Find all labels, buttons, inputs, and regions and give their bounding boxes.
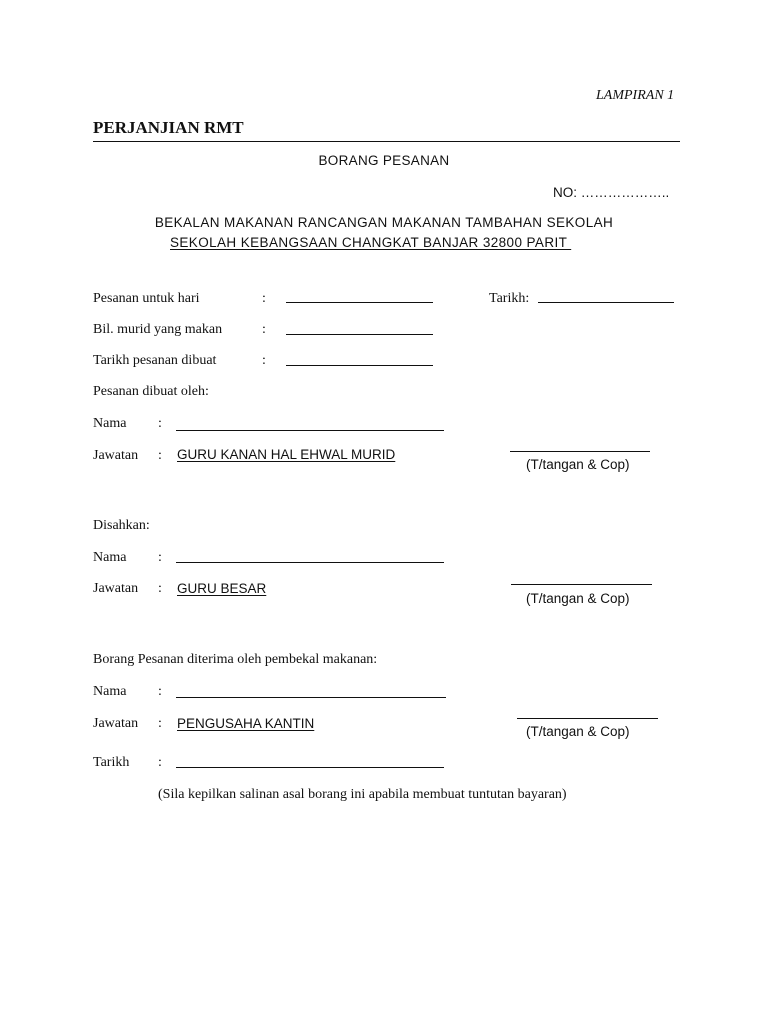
- approved-nama-label: Nama: [93, 550, 127, 565]
- approved-signature-caption: (T/tangan & Cop): [526, 591, 630, 606]
- approved-nama-field[interactable]: [176, 562, 444, 563]
- approved-nama-colon: :: [158, 550, 162, 565]
- date-made-colon: :: [262, 353, 266, 368]
- order-day-label: Pesanan untuk hari: [93, 291, 200, 306]
- received-nama-field[interactable]: [176, 697, 446, 698]
- received-jawatan-colon: :: [158, 716, 162, 731]
- heading-line-1: BEKALAN MAKANAN RANCANGAN MAKANAN TAMBAHAN SEKOLAH: [154, 215, 614, 230]
- form-number-dots: ………………..: [580, 185, 670, 200]
- approved-heading: Disahkan:: [93, 518, 150, 533]
- received-tarikh-field[interactable]: [176, 767, 444, 768]
- form-title: BORANG PESANAN: [318, 153, 450, 168]
- order-day-field[interactable]: [286, 302, 433, 303]
- title-rule: [93, 141, 680, 142]
- received-tarikh-label: Tarikh: [93, 755, 130, 770]
- document-title: PERJANJIAN RMT: [93, 118, 244, 137]
- made-by-signature-caption: (T/tangan & Cop): [526, 457, 630, 472]
- approved-jawatan-label: Jawatan: [93, 581, 139, 596]
- received-nama-colon: :: [158, 684, 162, 699]
- approved-signature-line[interactable]: [511, 584, 652, 585]
- made-by-nama-label: Nama: [93, 416, 127, 431]
- made-by-nama-colon: :: [158, 416, 162, 431]
- received-jawatan-label: Jawatan: [93, 716, 139, 731]
- received-signature-caption: (T/tangan & Cop): [526, 724, 630, 739]
- approved-jawatan-value: GURU BESAR: [177, 581, 267, 596]
- received-nama-label: Nama: [93, 684, 127, 699]
- made-by-jawatan-colon: :: [158, 448, 162, 463]
- date-made-label: Tarikh pesanan dibuat: [93, 353, 217, 368]
- made-by-nama-field[interactable]: [176, 430, 444, 431]
- heading-line-2: SEKOLAH KEBANGSAAN CHANGKAT BANJAR 32800 PARIT: [170, 235, 572, 250]
- form-number-label: NO:: [553, 185, 578, 200]
- students-count-field[interactable]: [286, 334, 433, 335]
- received-heading: Borang Pesanan diterima oleh pembekal makanan:: [93, 652, 378, 667]
- footer-note: (Sila kepilkan salinan asal borang ini apabila membuat tuntutan bayaran): [158, 787, 567, 802]
- made-by-jawatan-value: GURU KANAN HAL EHWAL MURID: [177, 447, 396, 462]
- date-made-field[interactable]: [286, 365, 433, 366]
- approved-jawatan-colon: :: [158, 581, 162, 596]
- order-tarikh-label: Tarikh:: [489, 291, 530, 306]
- made-by-jawatan-label: Jawatan: [93, 448, 139, 463]
- students-count-colon: :: [262, 322, 266, 337]
- received-jawatan-value: PENGUSAHA KANTIN: [177, 716, 315, 731]
- made-by-signature-line[interactable]: [510, 451, 650, 452]
- lampiran-label: LAMPIRAN 1: [596, 88, 675, 103]
- received-signature-line[interactable]: [517, 718, 658, 719]
- order-day-colon: :: [262, 291, 266, 306]
- students-count-label: Bil. murid yang makan: [93, 322, 223, 337]
- form-number: [553, 185, 669, 200]
- made-by-heading: Pesanan dibuat oleh:: [93, 384, 209, 399]
- order-tarikh-field[interactable]: [538, 302, 674, 303]
- received-tarikh-colon: :: [158, 755, 162, 770]
